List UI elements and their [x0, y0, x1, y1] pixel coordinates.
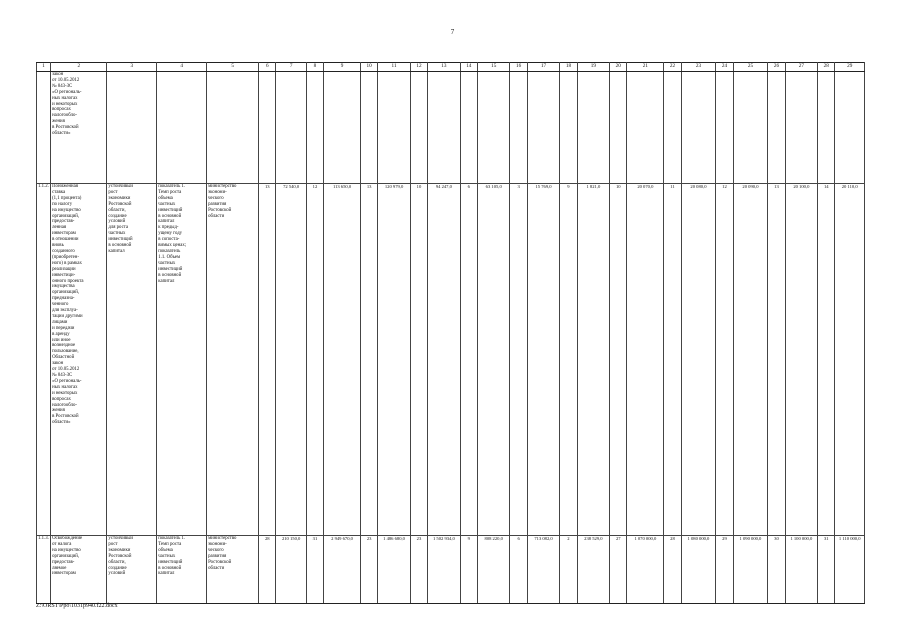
table-header-row [37, 63, 865, 72]
cell-text-line: инвесторам [52, 571, 76, 577]
cell-text-line: и некоторых [52, 390, 78, 396]
table-cell: 1 486 680,0 [378, 536, 411, 604]
cell-text-line: в Ростовской [52, 414, 79, 420]
cell-text-line: объема [158, 547, 173, 553]
cell-text-line: министерство [208, 184, 237, 189]
table-cell [527, 72, 560, 184]
cell-text-line: ченного [52, 302, 69, 308]
table-cell [835, 72, 865, 184]
table-cell [37, 72, 51, 184]
cell-text-line: области [208, 213, 225, 219]
table-cell: 1 070 000,0 [627, 536, 664, 604]
cell-text-line: на имущество [52, 547, 81, 553]
column-header: 5 [207, 63, 259, 72]
table-cell: 1 502 934,0 [428, 536, 461, 604]
document-table [36, 62, 865, 604]
table-cell: 210 150,0 [276, 536, 306, 604]
cell-text-line: 1.1. Объем [158, 254, 181, 260]
table-cell [157, 536, 207, 604]
table-cell [107, 184, 157, 536]
cell-text-line: частных [158, 201, 176, 207]
table-cell: 1 110 000,0 [835, 536, 865, 604]
table-cell: 63 105,0 [477, 184, 510, 536]
table-cell: 6 [510, 536, 527, 604]
table-cell [207, 536, 259, 604]
table-cell: 9 [460, 536, 477, 604]
table-cell [610, 72, 627, 184]
cell-text-line: ных налогах [52, 95, 78, 101]
cell-text-line: инвестици- [52, 272, 76, 278]
page-number: 7 [450, 28, 455, 36]
table-cell [51, 72, 107, 184]
cell-text-line: экономи- [208, 189, 227, 195]
table-cell: 23 [410, 536, 427, 604]
cell-text-line: Ростовской [208, 559, 232, 565]
column-header: 6 [259, 63, 276, 72]
cell-text-line: ных налогах [52, 384, 78, 390]
table-cell: 238 529,0 [577, 536, 610, 604]
column-header: 21 [627, 63, 664, 72]
cell-text-line: по налогу [52, 201, 73, 207]
cell-text-line: экономики [108, 195, 131, 201]
table-cell: 20 080,0 [681, 184, 716, 536]
table-cell: 20 100,0 [785, 184, 818, 536]
table-cell [768, 72, 785, 184]
table-cell: 1.1.2. [37, 184, 51, 536]
table-cell: 120 979,0 [378, 184, 411, 536]
table-cell [410, 72, 427, 184]
table-cell [306, 72, 323, 184]
cell-text-line: инвесторам [52, 231, 76, 237]
table-cell [276, 72, 306, 184]
cell-text-line: (1,1 процента) [52, 195, 82, 201]
document-footer-path: Z:\ORST\Ppo\1031p940.f22.docx [36, 603, 118, 609]
cell-text-line: налогообло- [52, 402, 77, 408]
table-cell: 72 540,0 [276, 184, 306, 536]
table-cell: 2 [560, 536, 577, 604]
column-header: 14 [460, 63, 477, 72]
table-cell [428, 72, 461, 184]
cell-text-line: экономики [108, 547, 131, 553]
table-cell [510, 72, 527, 184]
column-header: 7 [276, 63, 306, 72]
cell-text-line: для роста [108, 225, 128, 231]
cell-text-line: для эксплуа- [52, 308, 78, 314]
cell-text-line: в основной [158, 272, 182, 278]
cell-text-line: возмездное [52, 343, 76, 349]
table-cell: 11 [664, 184, 681, 536]
column-header: 19 [577, 63, 610, 72]
cell-text-line: инвестиций [158, 207, 183, 213]
cell-text-line: Освобождение [52, 536, 83, 541]
cell-text-line: жения [52, 408, 65, 414]
table-cell: 808 220,0 [477, 536, 510, 604]
table-cell: 28 [664, 536, 681, 604]
table-cell: 12 [716, 184, 733, 536]
cell-text-line: организаций, [52, 290, 80, 296]
table-cell [733, 72, 768, 184]
cell-text-line: экономи- [208, 541, 227, 547]
cell-text-line: показатель 1. [158, 184, 186, 189]
cell-text-line: Темп роста [158, 541, 182, 547]
cell-text-line: в основной [158, 213, 182, 219]
cell-text-line: № 843-ЗС [52, 83, 73, 89]
column-header: 23 [681, 63, 716, 72]
cell-text-line: ческого [208, 547, 224, 553]
table-cell: 1.1.3. [37, 536, 51, 604]
table-cell: 28 [259, 536, 276, 604]
table-cell: 31 [306, 536, 323, 604]
cell-text-line: рост [108, 189, 118, 195]
cell-text-line: капитал [158, 571, 175, 577]
cell-text-line: тации другими [52, 313, 83, 319]
column-header: 13 [428, 63, 461, 72]
cell-text-line: устойчивый [108, 184, 133, 189]
table-cell [716, 72, 733, 184]
table-cell: 1 080 000,0 [681, 536, 716, 604]
cell-text-line: пользование, [52, 349, 79, 355]
column-header: 10 [360, 63, 377, 72]
table-cell [818, 72, 835, 184]
cell-text-line: области, [108, 207, 126, 213]
table-cell: 13 [768, 184, 785, 536]
cell-text-line: области» [52, 420, 71, 426]
cell-text-line: инвестиций [158, 266, 183, 272]
cell-text-line: к предыд- [158, 225, 179, 231]
cell-text-line: или иное [52, 337, 71, 343]
cell-text-line: в отношении [52, 237, 79, 243]
table-cell [157, 72, 207, 184]
cell-text-line: закон [52, 361, 64, 367]
table-cell: 15 769,0 [527, 184, 560, 536]
column-header: 15 [477, 63, 510, 72]
column-header: 8 [306, 63, 323, 72]
cell-text-line: имущества [52, 284, 75, 290]
column-header: 12 [410, 63, 427, 72]
table-row [37, 536, 865, 604]
column-header: 11 [378, 63, 411, 72]
table-cell [460, 72, 477, 184]
cell-text-line: ляемое [52, 565, 67, 571]
cell-text-line: условий [108, 571, 126, 577]
table-cell: 6 [460, 184, 477, 536]
cell-text-line: от 10.05.2012 [52, 367, 80, 373]
table-cell: 3 [510, 184, 527, 536]
cell-text-line: министерство [208, 536, 237, 541]
table-cell: 20 090,0 [733, 184, 768, 536]
table-cell: 30 [768, 536, 785, 604]
table-cell [627, 72, 664, 184]
cell-text-line: и передачи [52, 325, 75, 331]
table-cell: 23 [360, 536, 377, 604]
cell-text-line: частных [158, 260, 176, 266]
table-cell: 9 [560, 184, 577, 536]
cell-text-line: на имущество [52, 207, 81, 213]
table-row [37, 72, 865, 184]
cell-text-line: показатель 1. [158, 536, 186, 541]
table-cell: 713 082,0 [527, 536, 560, 604]
table-cell [107, 72, 157, 184]
column-header: 17 [527, 63, 560, 72]
cell-text-line: Ростовской [108, 553, 132, 559]
table-cell: 27 [610, 536, 627, 604]
cell-text-line: развития [208, 553, 227, 559]
cell-text-line: (приобретен- [52, 254, 79, 260]
column-header: 1 [37, 63, 51, 72]
cell-text-line: созданного [52, 248, 75, 254]
cell-text-line: рост [108, 541, 118, 547]
cell-text-line: условий [108, 219, 126, 225]
cell-text-line: частных [158, 553, 176, 559]
cell-text-line: налогообло- [52, 113, 77, 119]
cell-text-line: Ростовской [108, 201, 132, 207]
cell-text-line: ущему году [158, 231, 183, 237]
table-cell: 13 [259, 184, 276, 536]
cell-text-line: частных [108, 231, 126, 237]
column-header: 22 [664, 63, 681, 72]
cell-text-line: лицами [52, 319, 68, 325]
cell-text-line: реализации [52, 266, 76, 272]
table-cell [51, 184, 107, 536]
column-header: 16 [510, 63, 527, 72]
table-cell [157, 184, 207, 536]
cell-text-line: инвестиций [158, 559, 183, 565]
table-cell: 31 [818, 536, 835, 604]
table-cell: 20 110,0 [835, 184, 865, 536]
cell-text-line: капитал [108, 248, 125, 254]
cell-text-line: закон [52, 72, 64, 77]
table-cell [107, 536, 157, 604]
table-cell [664, 72, 681, 184]
table-cell: 10 [410, 184, 427, 536]
cell-text-line: от налога [52, 541, 72, 547]
table-cell: 1 821,0 [577, 184, 610, 536]
table-cell [785, 72, 818, 184]
table-cell: 10 [610, 184, 627, 536]
table-cell [378, 72, 411, 184]
column-header: 4 [157, 63, 207, 72]
cell-text-line: Пониженная [52, 184, 78, 189]
cell-text-line: области» [52, 131, 71, 137]
cell-text-line: от 10.05.2012 [52, 77, 80, 83]
column-header: 28 [818, 63, 835, 72]
column-header: 2 [51, 63, 107, 72]
cell-text-line: Темп роста [158, 189, 182, 195]
cell-text-line: жения [52, 119, 65, 125]
cell-text-line: ческого [208, 195, 224, 201]
table-cell [51, 536, 107, 604]
table-cell: 1 100 000,0 [785, 536, 818, 604]
cell-text-line: капитал [158, 219, 175, 225]
cell-text-line: в основной [108, 243, 132, 249]
column-header: 3 [107, 63, 157, 72]
cell-text-line: в Ростовской [52, 125, 79, 131]
cell-text-line: Ростовской [208, 207, 232, 213]
column-header: 20 [610, 63, 627, 72]
cell-text-line: инвестиций [108, 237, 133, 243]
cell-text-line: создание [108, 565, 127, 571]
cell-text-line: предостав- [52, 219, 75, 225]
cell-text-line: Областной [52, 355, 75, 361]
cell-text-line: предназна- [52, 296, 75, 302]
cell-text-line: развития [208, 201, 227, 207]
table-cell: 13 [360, 184, 377, 536]
column-header: 29 [835, 63, 865, 72]
cell-text-line: показатель [158, 248, 181, 254]
cell-text-line: ставка [52, 189, 66, 195]
table-cell: 12 [306, 184, 323, 536]
cell-text-line: капитал [158, 278, 175, 284]
cell-text-line: вимых ценах; [158, 243, 187, 249]
cell-text-line: в сопоста- [158, 237, 180, 243]
cell-text-line: области, [108, 559, 126, 565]
cell-text-line: «О региональ- [52, 378, 82, 384]
cell-text-line: организаций, [52, 553, 80, 559]
cell-text-line: организаций, [52, 213, 80, 219]
table-cell [681, 72, 716, 184]
column-header: 26 [768, 63, 785, 72]
cell-text-line: устойчивый [108, 536, 133, 541]
table-cell: 113 650,0 [324, 184, 361, 536]
cell-text-line: онного проекта [52, 278, 84, 284]
cell-text-line: ленная [52, 225, 67, 231]
cell-text-line: создание [108, 213, 127, 219]
table-cell: 94 247,0 [428, 184, 461, 536]
table-cell: 14 [818, 184, 835, 536]
table-cell [360, 72, 377, 184]
cell-text-line: «О региональ- [52, 89, 82, 95]
cell-text-line: № 843-ЗС [52, 373, 73, 378]
cell-text-line: в аренду [52, 331, 70, 337]
table-cell [560, 72, 577, 184]
column-header: 18 [560, 63, 577, 72]
cell-text-line: вопросах [52, 107, 71, 113]
column-header: 24 [716, 63, 733, 72]
cell-text-line: вопросах [52, 396, 71, 402]
table-cell [477, 72, 510, 184]
table-row [37, 184, 865, 536]
table-cell: 29 [716, 536, 733, 604]
column-header: 27 [785, 63, 818, 72]
table-cell [324, 72, 361, 184]
cell-text-line: области [208, 565, 225, 571]
table-cell [207, 72, 259, 184]
table-cell [577, 72, 610, 184]
table-cell [207, 184, 259, 536]
column-header: 25 [733, 63, 768, 72]
cell-text-line: ного) в рамках [52, 260, 82, 266]
table-cell [259, 72, 276, 184]
table-cell: 1 090 000,0 [733, 536, 768, 604]
cell-text-line: и некоторых [52, 101, 78, 107]
table-cell: 2 949 670,0 [324, 536, 361, 604]
table-cell: 20 070,0 [627, 184, 664, 536]
column-header: 9 [324, 63, 361, 72]
cell-text-line: вновь [52, 243, 64, 249]
cell-text-line: предостав- [52, 559, 75, 565]
cell-text-line: объема [158, 195, 173, 201]
cell-text-line: в основной [158, 565, 182, 571]
